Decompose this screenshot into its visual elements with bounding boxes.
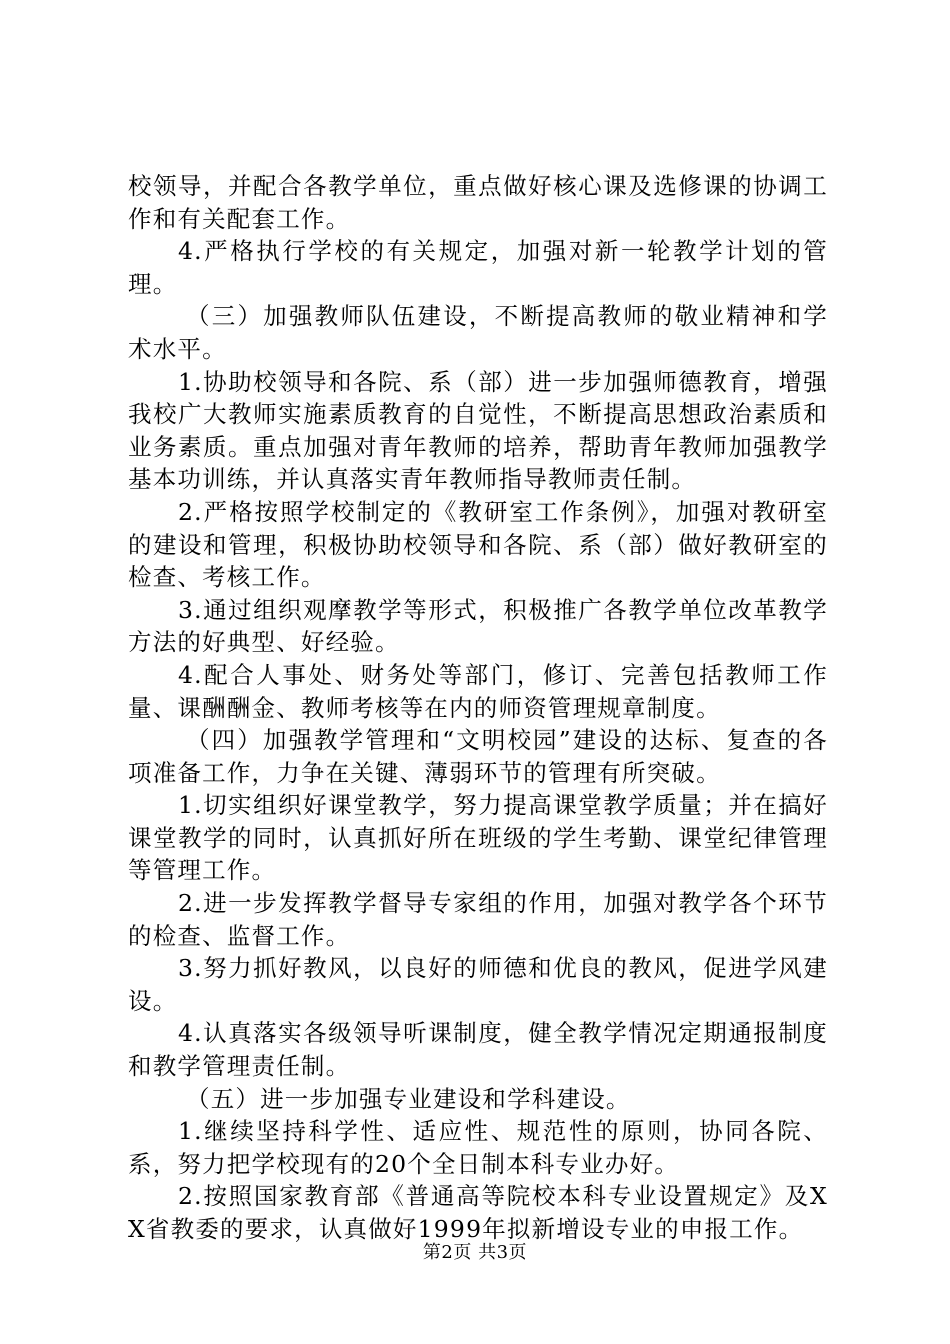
- paragraph-item-2: 2.进一步发挥教学督导专家组的作用，加强对教学各个环节的检查、监督工作。: [128, 889, 828, 950]
- document-body: [128, 170, 828, 1246]
- paragraph-continuation: 校领导，并配合各教学单位，重点做好核心课及选修课的协调工作和有关配套工作。: [128, 172, 828, 233]
- paragraph-item-1: 1.协助校领导和各院、系（部）进一步加强师德教育，增强我校广大教师实施素质教育的自觉性，不断提高思想政治素质和业务素质。重点加强对青年教师的培养，帮助青年教师加强教学基本功训练，并认真落实青年教师指导教师责任制。: [128, 367, 828, 494]
- section-heading-3: （三）加强教师队伍建设，不断提高教师的敬业精神和学术水平。: [128, 302, 828, 363]
- paragraph-item-2: 2.严格按照学校制定的《教研室工作条例》，加强对教研室的建设和管理，积极协助校领导和各院、系（部）做好教研室的检查、考核工作。: [128, 497, 828, 592]
- paragraph-item-4: 4.严格执行学校的有关规定，加强对新一轮教学计划的管理。: [128, 237, 828, 298]
- paragraph-item-1: 1.继续坚持科学性、适应性、规范性的原则，协同各院、系，努力把学校现有的20个全日制本科专业办好。: [128, 1117, 828, 1178]
- paragraph-item-1: 1.切实组织好课堂教学，努力提高课堂教学质量；并在搞好课堂教学的同时，认真抓好所在班级的学生考勤、课堂纪律管理等管理工作。: [128, 791, 828, 885]
- paragraph-item-4: 4.配合人事处、财务处等部门，修订、完善包括教师工作量、课酬酬金、教师考核等在内的师资管理规章制度。: [128, 660, 828, 722]
- paragraph-item-3: 3.努力抓好教风，以良好的师德和优良的教风，促进学风建设。: [128, 954, 828, 1015]
- paragraph-item-3: 3.通过组织观摩教学等形式，积极推广各教学单位改革教学方法的好典型、好经验。: [128, 595, 828, 657]
- paragraph-item-4: 4.认真落实各级领导听课制度，健全教学情况定期通报制度和教学管理责任制。: [128, 1019, 828, 1081]
- section-heading-5: （五）进一步加强专业建设和学科建设。: [186, 1084, 631, 1113]
- page-number-footer: 第2页 共3页: [422, 1242, 528, 1263]
- paragraph-item-2: 2.按照国家教育部《普通高等院校本科专业设置规定》及XX省教委的要求，认真做好1999年拟新增设专业的申报工作。: [128, 1182, 828, 1243]
- section-heading-4: （四）加强教学管理和“文明校园”建设的达标、复查的各项准备工作，力争在关键、薄弱环节的管理有所突破。: [128, 726, 828, 787]
